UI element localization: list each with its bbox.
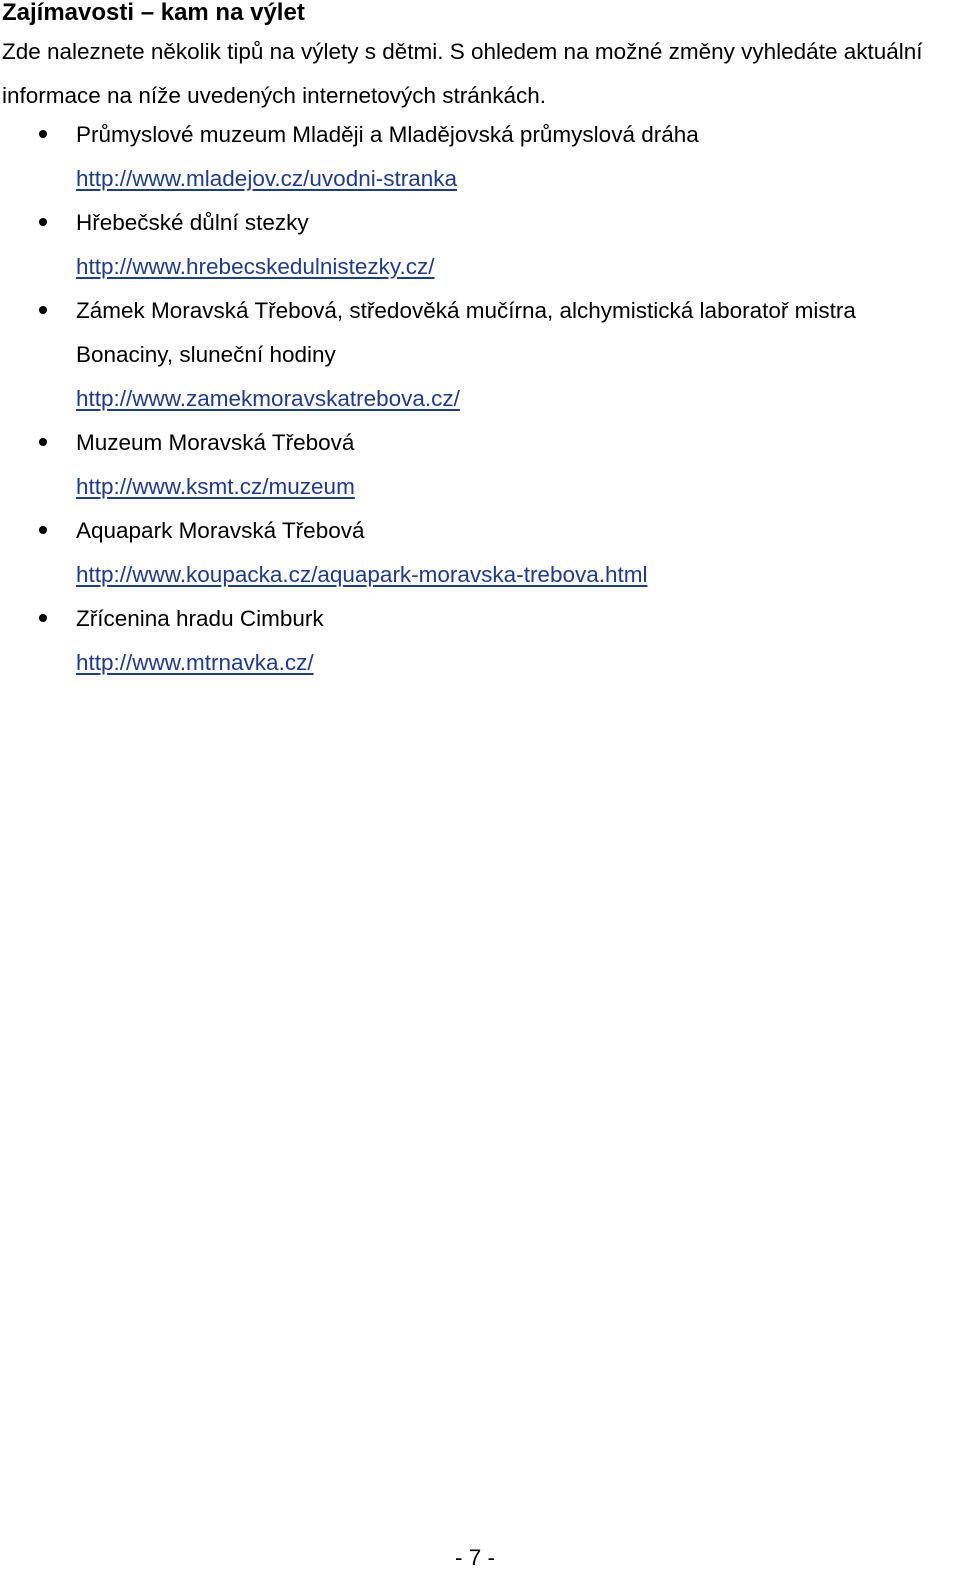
item-link[interactable]: http://www.mladejov.cz/uvodni-stranka: [76, 166, 457, 191]
item-title: Muzeum Moravská Třebová: [76, 430, 355, 455]
page-number: - 7 -: [454, 1545, 495, 1570]
item-title-line1: Zámek Moravská Třebová, středověká mučírna, alchymistická laboratoř mistra: [76, 298, 856, 323]
item-title: Hřebečské důlní stezky: [76, 210, 309, 235]
bullet-icon: [39, 306, 47, 314]
item-link[interactable]: http://www.hrebecskedulnistezky.cz/: [76, 254, 435, 279]
list-item-mining-trails: [0, 201, 960, 289]
item-title: Průmyslové muzeum Mlaději a Mladějovská průmyslová dráha: [76, 122, 699, 147]
bullet-icon: [39, 526, 47, 534]
bullet-icon: [39, 614, 47, 622]
item-link[interactable]: http://www.koupacka.cz/aquapark-moravska-trebova.html: [76, 562, 648, 587]
item-title: Aquapark Moravská Třebová: [76, 518, 365, 543]
page-heading: Zajímavosti – kam na výlet: [2, 0, 305, 26]
item-link[interactable]: http://www.zamekmoravskatrebova.cz/: [76, 386, 460, 411]
list-item-castle: [0, 289, 960, 421]
item-title-line2: Bonaciny, sluneční hodiny: [76, 342, 336, 367]
bullet-icon: [39, 130, 47, 138]
list-item-aquapark: [0, 509, 960, 597]
intro-paragraph: Zde naleznete několik tipů na výlety s dětmi. S ohledem na možné změny vyhledáte aktuální informace na níže uvedených internetových stránkách.: [2, 39, 923, 108]
item-link[interactable]: http://www.mtrnavka.cz/: [76, 650, 314, 675]
bullet-icon: [39, 438, 47, 446]
list-item-castle-ruins: [0, 597, 960, 685]
trip-list: [0, 113, 960, 685]
item-title: Zřícenina hradu Cimburk: [76, 606, 324, 631]
list-item-museum: [0, 421, 960, 509]
item-link[interactable]: http://www.ksmt.cz/muzeum: [76, 474, 355, 499]
list-item-industrial-museum: [0, 113, 960, 201]
bullet-icon: [39, 218, 47, 226]
